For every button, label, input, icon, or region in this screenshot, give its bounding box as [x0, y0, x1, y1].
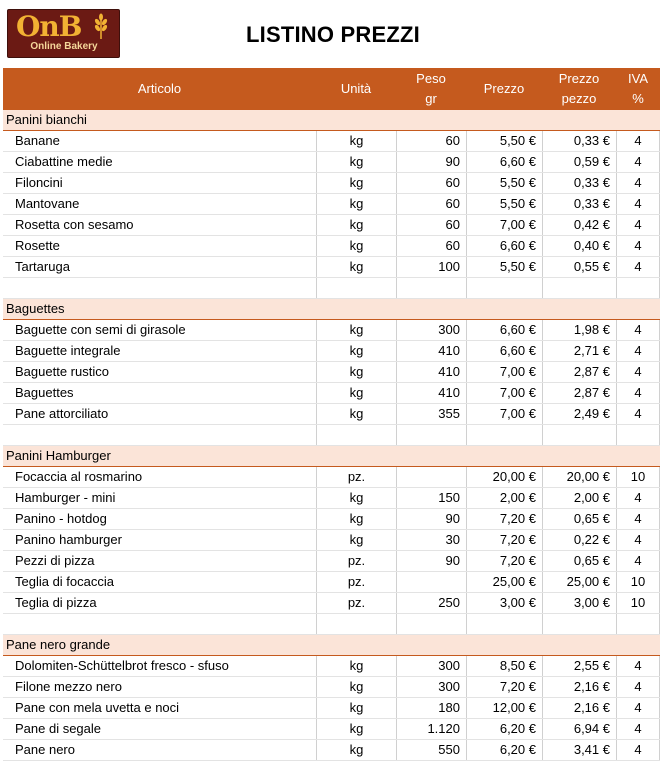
item-unit[interactable]: kg	[316, 152, 396, 172]
item-name[interactable]: Mantovane	[15, 196, 80, 211]
item-vat[interactable]: 4	[616, 719, 660, 739]
item-weight[interactable]: 300	[396, 677, 466, 697]
item-weight[interactable]: 60	[396, 236, 466, 256]
empty-cell[interactable]	[616, 278, 660, 298]
table-row[interactable]	[3, 698, 660, 719]
onb-logo	[7, 9, 120, 58]
item-piece-price[interactable]: 0,65 €	[542, 509, 616, 529]
item-weight[interactable]	[396, 467, 466, 487]
item-vat[interactable]: 4	[616, 656, 660, 676]
table-row[interactable]	[3, 530, 660, 551]
item-weight[interactable]: 60	[396, 131, 466, 151]
item-price[interactable]: 20,00 €	[466, 467, 542, 487]
table-row[interactable]	[3, 593, 660, 614]
item-price[interactable]: 7,00 €	[466, 383, 542, 403]
item-vat[interactable]: 4	[616, 509, 660, 529]
item-unit[interactable]: pz.	[316, 467, 396, 487]
item-name[interactable]: Baguette rustico	[15, 364, 109, 379]
item-weight[interactable]: 355	[396, 404, 466, 424]
empty-cell[interactable]	[542, 614, 616, 634]
empty-cell[interactable]	[3, 614, 316, 634]
table-row[interactable]	[3, 551, 660, 572]
item-vat[interactable]: 4	[616, 698, 660, 718]
item-vat[interactable]: 4	[616, 152, 660, 172]
empty-cell[interactable]	[466, 425, 542, 445]
item-piece-price[interactable]: 0,33 €	[542, 131, 616, 151]
empty-cell[interactable]	[316, 425, 396, 445]
item-vat[interactable]: 4	[616, 341, 660, 361]
item-name[interactable]: Pane attorciliato	[15, 406, 109, 421]
item-vat[interactable]: 4	[616, 740, 660, 760]
table-row[interactable]	[3, 488, 660, 509]
item-price[interactable]: 7,20 €	[466, 551, 542, 571]
category-row[interactable]	[3, 446, 660, 467]
empty-cell[interactable]	[466, 278, 542, 298]
item-name[interactable]: Baguettes	[15, 385, 74, 400]
item-vat[interactable]: 4	[616, 194, 660, 214]
item-price[interactable]: 7,20 €	[466, 509, 542, 529]
empty-row[interactable]	[3, 614, 660, 635]
item-unit[interactable]: kg	[316, 509, 396, 529]
header-articolo[interactable]: Articolo	[137, 81, 182, 96]
item-vat[interactable]: 4	[616, 257, 660, 277]
item-weight[interactable]: 300	[396, 656, 466, 676]
empty-row[interactable]	[3, 278, 660, 299]
empty-cell[interactable]	[542, 425, 616, 445]
item-vat[interactable]: 10	[616, 467, 660, 487]
item-piece-price[interactable]: 0,40 €	[542, 236, 616, 256]
item-piece-price[interactable]: 2,16 €	[542, 677, 616, 697]
item-name[interactable]: Teglia di focaccia	[15, 574, 114, 589]
table-row[interactable]	[3, 509, 660, 530]
item-unit[interactable]: kg	[316, 740, 396, 760]
table-body	[3, 110, 660, 761]
item-unit[interactable]: kg	[316, 236, 396, 256]
item-unit[interactable]: kg	[316, 194, 396, 214]
item-vat[interactable]: 4	[616, 677, 660, 697]
table-row[interactable]	[3, 572, 660, 593]
item-price[interactable]: 5,50 €	[466, 173, 542, 193]
item-unit[interactable]: kg	[316, 719, 396, 739]
table-row[interactable]	[3, 362, 660, 383]
item-vat[interactable]: 4	[616, 530, 660, 550]
item-unit[interactable]: kg	[316, 173, 396, 193]
item-unit[interactable]: kg	[316, 404, 396, 424]
table-row[interactable]	[3, 467, 660, 488]
table-row[interactable]	[3, 320, 660, 341]
item-weight[interactable]: 180	[396, 698, 466, 718]
empty-cell[interactable]	[396, 278, 466, 298]
item-piece-price[interactable]: 0,65 €	[542, 551, 616, 571]
item-weight[interactable]: 30	[396, 530, 466, 550]
item-price[interactable]: 2,00 €	[466, 488, 542, 508]
header-prezzo-pezzo[interactable]: Prezzo pezzo	[558, 71, 600, 106]
item-weight[interactable]: 410	[396, 362, 466, 382]
item-unit[interactable]: kg	[316, 383, 396, 403]
item-unit[interactable]: kg	[316, 131, 396, 151]
item-vat[interactable]: 4	[616, 383, 660, 403]
table-row[interactable]	[3, 194, 660, 215]
item-vat[interactable]: 4	[616, 404, 660, 424]
table-row[interactable]	[3, 383, 660, 404]
header-peso[interactable]: Peso gr	[416, 71, 446, 106]
item-name[interactable]: Pezzi di pizza	[15, 553, 95, 568]
item-piece-price[interactable]: 2,16 €	[542, 698, 616, 718]
empty-cell[interactable]	[3, 425, 316, 445]
item-price[interactable]: 7,00 €	[466, 215, 542, 235]
table-row[interactable]	[3, 404, 660, 425]
item-name[interactable]: Pane nero	[15, 742, 75, 757]
logo-mark: OnB	[16, 10, 82, 43]
item-piece-price[interactable]: 3,00 €	[542, 593, 616, 613]
price-list-table	[3, 68, 660, 761]
item-name[interactable]: Focaccia al rosmarino	[15, 469, 143, 484]
category-label: Panini bianchi	[6, 112, 87, 127]
empty-row[interactable]	[3, 425, 660, 446]
item-piece-price[interactable]: 3,41 €	[542, 740, 616, 760]
item-name[interactable]: Baguette con semi di girasole	[15, 322, 186, 337]
item-price[interactable]: 7,00 €	[466, 362, 542, 382]
empty-cell[interactable]	[616, 425, 660, 445]
header-unita[interactable]: Unità	[340, 81, 372, 96]
item-price[interactable]: 12,00 €	[466, 698, 542, 718]
category-label: Panini Hamburger	[6, 448, 111, 463]
item-piece-price[interactable]: 2,00 €	[542, 488, 616, 508]
item-weight[interactable]: 150	[396, 488, 466, 508]
table-row[interactable]	[3, 719, 660, 740]
item-unit[interactable]: kg	[316, 677, 396, 697]
item-unit[interactable]: kg	[316, 215, 396, 235]
item-piece-price[interactable]: 1,98 €	[542, 320, 616, 340]
item-vat[interactable]: 4	[616, 362, 660, 382]
item-weight[interactable]	[396, 572, 466, 592]
table-row[interactable]	[3, 131, 660, 152]
empty-cell[interactable]	[396, 614, 466, 634]
item-piece-price[interactable]: 25,00 €	[542, 572, 616, 592]
item-name[interactable]: Filone mezzo nero	[15, 679, 122, 694]
item-price[interactable]: 6,20 €	[466, 740, 542, 760]
item-unit[interactable]: kg	[316, 341, 396, 361]
empty-cell[interactable]	[3, 278, 316, 298]
item-name[interactable]: Hamburger - mini	[15, 490, 116, 505]
item-weight[interactable]: 60	[396, 173, 466, 193]
category-row[interactable]	[3, 299, 660, 320]
empty-cell[interactable]	[466, 614, 542, 634]
item-weight[interactable]: 60	[396, 194, 466, 214]
item-piece-price[interactable]: 2,55 €	[542, 656, 616, 676]
item-price[interactable]: 5,50 €	[466, 131, 542, 151]
item-price[interactable]: 6,60 €	[466, 341, 542, 361]
item-price[interactable]: 7,00 €	[466, 404, 542, 424]
item-vat[interactable]: 4	[616, 131, 660, 151]
empty-cell[interactable]	[316, 614, 396, 634]
item-vat[interactable]: 4	[616, 173, 660, 193]
item-vat[interactable]: 4	[616, 320, 660, 340]
item-name[interactable]: Pane di segale	[15, 721, 102, 736]
item-weight[interactable]: 550	[396, 740, 466, 760]
item-weight[interactable]: 100	[396, 257, 466, 277]
item-price[interactable]: 7,20 €	[466, 530, 542, 550]
item-unit[interactable]: kg	[316, 488, 396, 508]
item-weight[interactable]: 90	[396, 509, 466, 529]
item-vat[interactable]: 4	[616, 215, 660, 235]
table-row[interactable]	[3, 677, 660, 698]
item-name[interactable]: Panino hamburger	[15, 532, 122, 547]
item-unit[interactable]: pz.	[316, 551, 396, 571]
wheat-icon	[90, 13, 112, 39]
item-price[interactable]: 3,00 €	[466, 593, 542, 613]
header-iva[interactable]: IVA %	[628, 71, 648, 106]
item-vat[interactable]: 4	[616, 488, 660, 508]
item-name[interactable]: Rosette	[15, 238, 60, 253]
table-row[interactable]	[3, 740, 660, 761]
item-name[interactable]: Baguette integrale	[15, 343, 121, 358]
item-weight[interactable]: 300	[396, 320, 466, 340]
item-piece-price[interactable]: 0,33 €	[542, 194, 616, 214]
item-name[interactable]: Panino - hotdog	[15, 511, 107, 526]
item-unit[interactable]: pz.	[316, 593, 396, 613]
item-weight[interactable]: 90	[396, 152, 466, 172]
category-row[interactable]	[3, 635, 660, 656]
item-name[interactable]: Tartaruga	[15, 259, 70, 274]
item-price[interactable]: 8,50 €	[466, 656, 542, 676]
item-price[interactable]: 6,60 €	[466, 236, 542, 256]
table-row[interactable]	[3, 257, 660, 278]
item-piece-price[interactable]: 0,55 €	[542, 257, 616, 277]
table-row[interactable]	[3, 173, 660, 194]
item-price[interactable]: 6,60 €	[466, 152, 542, 172]
item-piece-price[interactable]: 2,71 €	[542, 341, 616, 361]
item-piece-price[interactable]: 2,49 €	[542, 404, 616, 424]
empty-cell[interactable]	[542, 278, 616, 298]
table-row[interactable]	[3, 152, 660, 173]
item-unit[interactable]: kg	[316, 656, 396, 676]
item-weight[interactable]: 1.120	[396, 719, 466, 739]
item-piece-price[interactable]: 2,87 €	[542, 383, 616, 403]
item-price[interactable]: 7,20 €	[466, 677, 542, 697]
item-unit[interactable]: kg	[316, 362, 396, 382]
item-piece-price[interactable]: 2,87 €	[542, 362, 616, 382]
item-name[interactable]: Teglia di pizza	[15, 595, 97, 610]
table-row[interactable]	[3, 341, 660, 362]
category-label: Baguettes	[6, 301, 65, 316]
item-name[interactable]: Filoncini	[15, 175, 63, 190]
item-piece-price[interactable]: 0,22 €	[542, 530, 616, 550]
empty-cell[interactable]	[316, 278, 396, 298]
item-weight[interactable]: 60	[396, 215, 466, 235]
item-name[interactable]: Ciabattine medie	[15, 154, 113, 169]
item-weight[interactable]: 410	[396, 383, 466, 403]
table-row[interactable]	[3, 236, 660, 257]
item-piece-price[interactable]: 0,42 €	[542, 215, 616, 235]
empty-cell[interactable]	[396, 425, 466, 445]
item-unit[interactable]: kg	[316, 257, 396, 277]
page-header	[0, 0, 660, 68]
item-name[interactable]: Dolomiten-Schüttelbrot fresco - sfuso	[15, 658, 229, 673]
item-weight[interactable]: 250	[396, 593, 466, 613]
item-unit[interactable]: pz.	[316, 572, 396, 592]
item-weight[interactable]: 90	[396, 551, 466, 571]
item-name[interactable]: Banane	[15, 133, 60, 148]
item-price[interactable]: 25,00 €	[466, 572, 542, 592]
item-unit[interactable]: kg	[316, 320, 396, 340]
table-header	[3, 68, 660, 110]
item-price[interactable]: 6,20 €	[466, 719, 542, 739]
logo-subtext: Online Bakery	[30, 41, 98, 52]
table-row[interactable]	[3, 656, 660, 677]
table-row[interactable]	[3, 215, 660, 236]
item-unit[interactable]: kg	[316, 698, 396, 718]
page-title: LISTINO PREZZI	[246, 22, 420, 47]
item-vat[interactable]: 10	[616, 572, 660, 592]
empty-cell[interactable]	[616, 614, 660, 634]
item-vat[interactable]: 10	[616, 593, 660, 613]
item-weight[interactable]: 410	[396, 341, 466, 361]
item-name[interactable]: Rosetta con sesamo	[15, 217, 134, 232]
category-row[interactable]	[3, 110, 660, 131]
item-vat[interactable]: 4	[616, 236, 660, 256]
category-label: Pane nero grande	[6, 637, 111, 652]
item-piece-price[interactable]: 0,59 €	[542, 152, 616, 172]
item-price[interactable]: 6,60 €	[466, 320, 542, 340]
item-price[interactable]: 5,50 €	[466, 257, 542, 277]
item-unit[interactable]: kg	[316, 530, 396, 550]
item-vat[interactable]: 4	[616, 551, 660, 571]
header-prezzo[interactable]: Prezzo	[483, 81, 525, 96]
item-name[interactable]: Pane con mela uvetta e noci	[15, 700, 180, 715]
item-piece-price[interactable]: 20,00 €	[542, 467, 616, 487]
item-piece-price[interactable]: 0,33 €	[542, 173, 616, 193]
item-piece-price[interactable]: 6,94 €	[542, 719, 616, 739]
item-price[interactable]: 5,50 €	[466, 194, 542, 214]
